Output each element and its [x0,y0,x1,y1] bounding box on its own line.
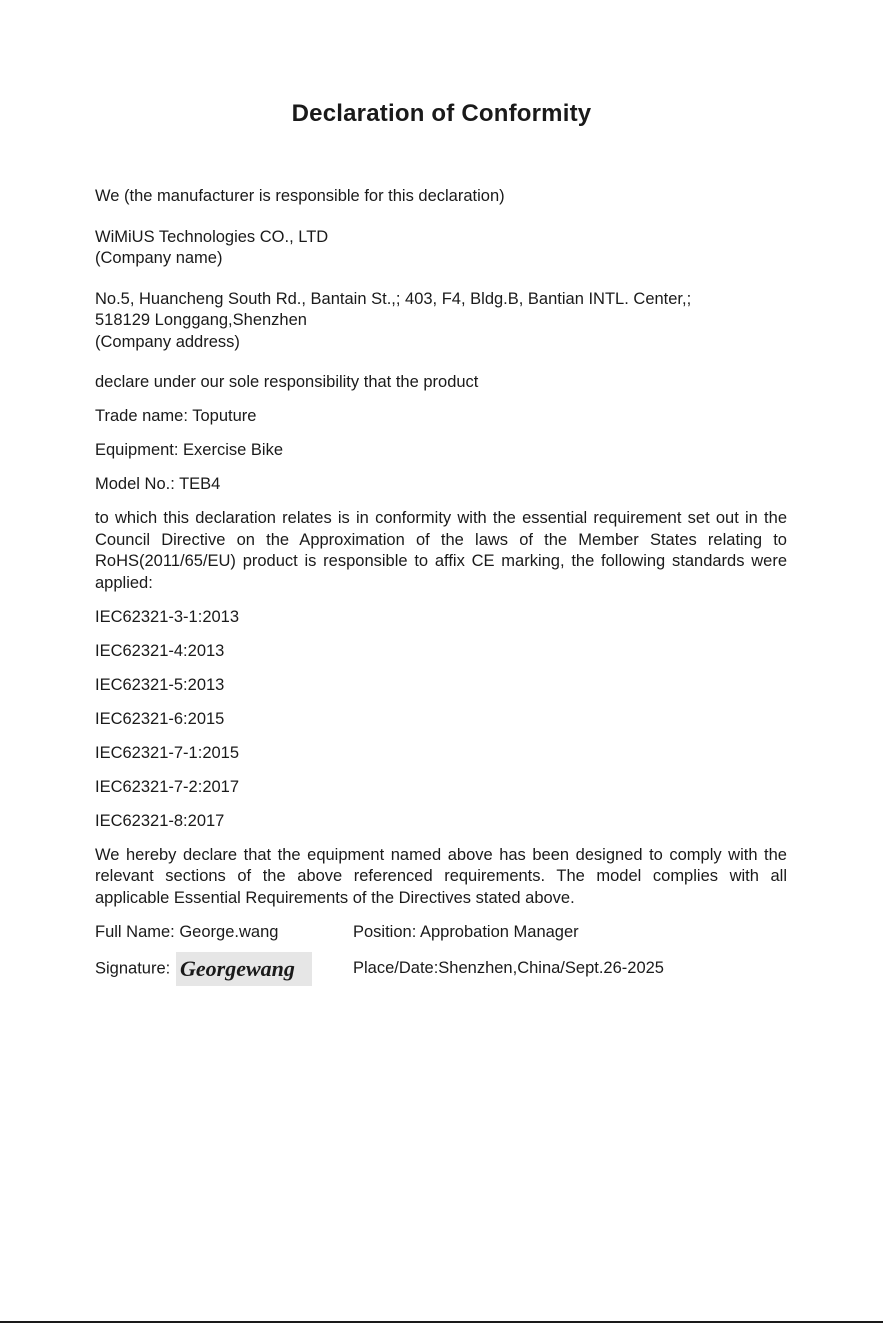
closing-paragraph: We hereby declare that the equipment named above has been designed to comply with the relevant sections of the above referenced requirements. The model complies with all applicable Essential Requirements of the Directives stated above. [95,845,787,907]
standards-list [95,607,787,833]
equipment: Equipment: Exercise Bike [95,441,284,459]
company-address-line1: No.5, Huancheng South Rd., Bantain St.,; 403, F4, Bldg.B, Bantian INTL. Center,; [95,289,692,308]
company-address-label: (Company address) [95,332,240,351]
standard-item: IEC62321-5:2013 [95,675,225,694]
standard-item: IEC62321-7-2:2017 [95,777,240,796]
standard-item: IEC62321-6:2015 [95,709,225,728]
signature-script: Georgewang [180,956,296,981]
page-bottom-border [0,1321,883,1323]
name-position-row [95,922,787,944]
declare-line: declare under our sole responsibility that the product [95,373,479,391]
signature-row [95,952,787,986]
standard-item: IEC62321-8:2017 [95,811,225,830]
intro-line: We (the manufacturer is responsible for this declaration) [95,187,505,205]
signature-cell [95,952,353,986]
full-name: Full Name: George.wang [95,922,279,941]
signature-image [176,952,312,986]
conformity-paragraph: to which this declaration relates is in conformity with the essential requirement set out in the Council Directive on the Approximation of the laws of the Member States relating to RoHS(2011/65/EU) product is responsible to affix CE marking, the following standards were applied: [95,509,787,592]
company-address-line2: 518129 Longgang,Shenzhen [95,311,307,329]
company-name-label: (Company name) [95,249,223,267]
company-name: WiMiUS Technologies CO., LTD [95,227,329,246]
declaration-body [95,186,787,986]
standard-item: IEC62321-4:2013 [95,641,225,660]
trade-name: Trade name: Toputure [95,407,257,425]
model-number: Model No.: TEB4 [95,475,221,493]
standard-item: IEC62321-3-1:2013 [95,607,240,626]
signature-label: Signature: [95,959,171,978]
place-date: Place/Date:Shenzhen,China/Sept.26-2025 [353,959,664,978]
standard-item: IEC62321-7-1:2015 [95,743,240,762]
page-title: Declaration of Conformity [291,100,592,127]
position: Position: Approbation Manager [353,922,579,941]
